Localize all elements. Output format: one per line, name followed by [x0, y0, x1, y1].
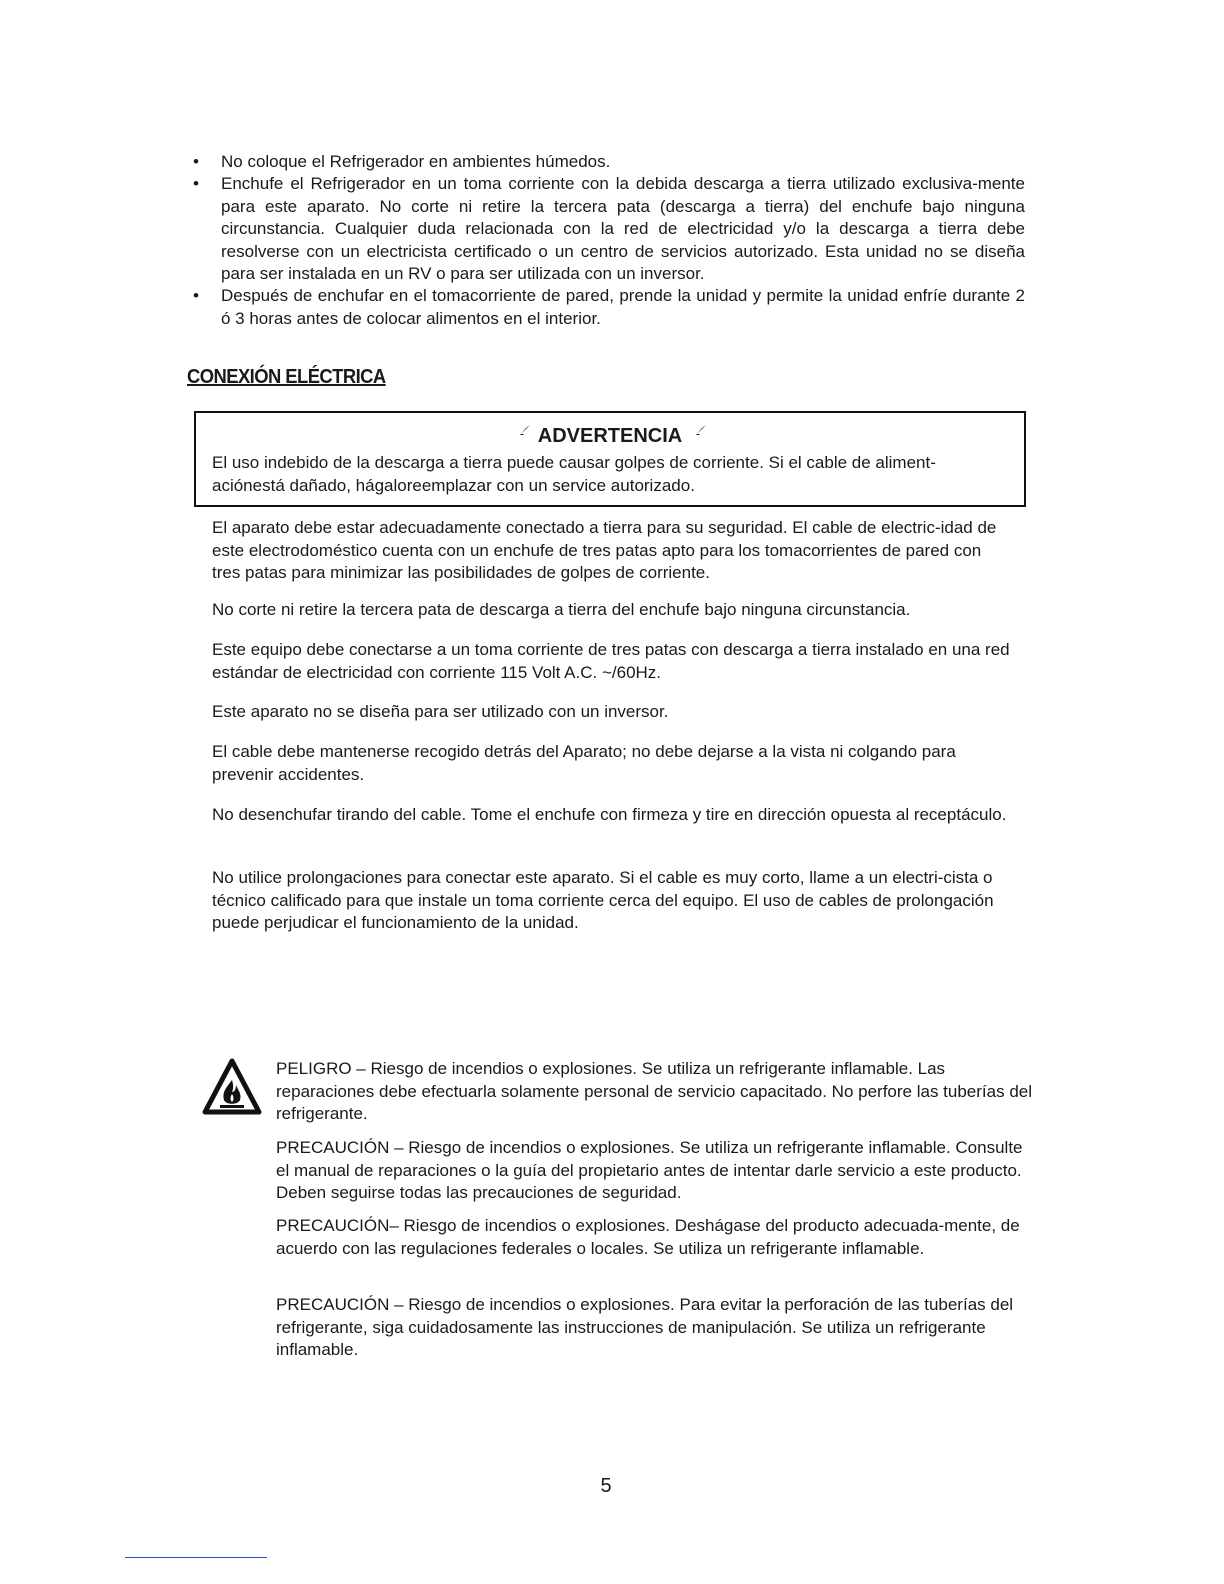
electrical-paragraph: No corte ni retire la tercera pata de descarga a tierra del enchufe bajo ninguna circunstancia. [212, 600, 911, 619]
warning-text-line: aciónestá dañado, hágaloreemplazar con un service autorizado. [212, 476, 695, 495]
bullet-item [190, 285, 1025, 330]
section-title: CONEXIÓN ELÉCTRICA [187, 366, 386, 388]
warning-box [194, 411, 1026, 507]
electrical-paragraph: No utilice prolongaciones para conectar este aparato. Si el cable es muy corto, llame a un electri-cista o técnico calificado para que instale un toma corriente cerca del equipo. El uso de cables de prolongación puede perjudicar el funcionamiento de la unidad. [212, 868, 994, 933]
warning-title [196, 423, 1024, 448]
bullet-text: Enchufe el Refrigerador en un toma corriente con la debida descarga a tierra utilizado exclusiva-mente para este aparato. No corte ni retire la tercera pata (descarga a tierra) del enchufe bajo ninguna circunstancia. Cualquier duda relacionada con la red de electricidad y/o la descarga a tierra debe resolverse con un electricista certificado o un centro de servicios autorizado. Esta unidad no se diseña para ser instalada en un RV o para ser utilizada con un inversor. [221, 174, 1025, 284]
electrical-paragraph: El aparato debe estar adecuadamente conectado a tierra para su seguridad. El cable de electric-idad de este electrodoméstico cuenta con un enchufe de tres patas apto para los tomacorrientes de pared con tres patas para minimizar las posibilidades de golpes de corriente. [212, 518, 997, 583]
bullet-item [190, 151, 1025, 173]
hazard-paragraph: PRECAUCIÓN – Riesgo de incendios o explosiones. Se utiliza un refrigerante inflamable. Consulte el manual de reparaciones o la guía del propietario antes de intentar darle servicio a este producto. Deben seguirse todas las precauciones de seguridad. [276, 1138, 1023, 1203]
bullet-text: No coloque el Refrigerador en ambientes húmedos. [221, 152, 611, 171]
hazard-paragraph: PRECAUCIÓN– Riesgo de incendios o explosiones. Deshágase del producto adecuada-mente, de acuerdo con las regulaciones federales o locales. Se utiliza un refrigerante inflamable. [276, 1216, 1020, 1258]
warning-text-line: El uso indebido de la descarga a tierra puede causar golpes de corriente. Si el cable de aliment- [212, 453, 936, 472]
flammable-warning-icon [202, 1058, 262, 1116]
bullet-item [190, 173, 1025, 285]
warning-title-text: ADVERTENCIA [537, 425, 682, 447]
electrical-paragraph: No desenchufar tirando del cable. Tome el enchufe con firmeza y tire en dirección opuesta al receptáculo. [212, 805, 1007, 824]
bullet-marker: • [193, 286, 199, 306]
electrical-paragraph: Este equipo debe conectarse a un toma corriente de tres patas con descarga a tierra instalado en una red estándar de electricidad con corriente 115 Volt A.C. ~/60Hz. [212, 640, 1010, 682]
bullet-marker: • [193, 174, 199, 194]
footer-rule [125, 1557, 267, 1558]
bullet-text: Después de enchufar en el tomacorriente de pared, prende la unidad y permite la unidad enfríe durante 2 ó 3 horas antes de colocar alimentos en el interior. [221, 286, 1025, 328]
page-number: 5 [600, 1475, 612, 1497]
lightning-bolt-icon [511, 423, 533, 445]
bullet-marker: • [193, 152, 199, 171]
warning-text [212, 451, 1006, 497]
electrical-paragraph: El cable debe mantenerse recogido detrás del Aparato; no debe dejarse a la vista ni colgando para prevenir accidentes. [212, 742, 956, 784]
installation-bullet-list [190, 151, 1025, 330]
electrical-paragraph: Este aparato no se diseña para ser utilizado con un inversor. [212, 702, 669, 721]
hazard-paragraph: PELIGRO – Riesgo de incendios o explosiones. Se utiliza un refrigerante inflamable. Las reparaciones debe efectuarla solamente personal de servicio capacitado. No perfore las tuberías del refrigerante. [276, 1059, 1033, 1124]
hazard-paragraph: PRECAUCIÓN – Riesgo de incendios o explosiones. Para evitar la perforación de las tuberías del refrigerante, siga cuidadosamente las instrucciones de manipulación. Se utiliza un refrigerante inflamable. [276, 1295, 1014, 1360]
lightning-bolt-icon [687, 423, 709, 445]
